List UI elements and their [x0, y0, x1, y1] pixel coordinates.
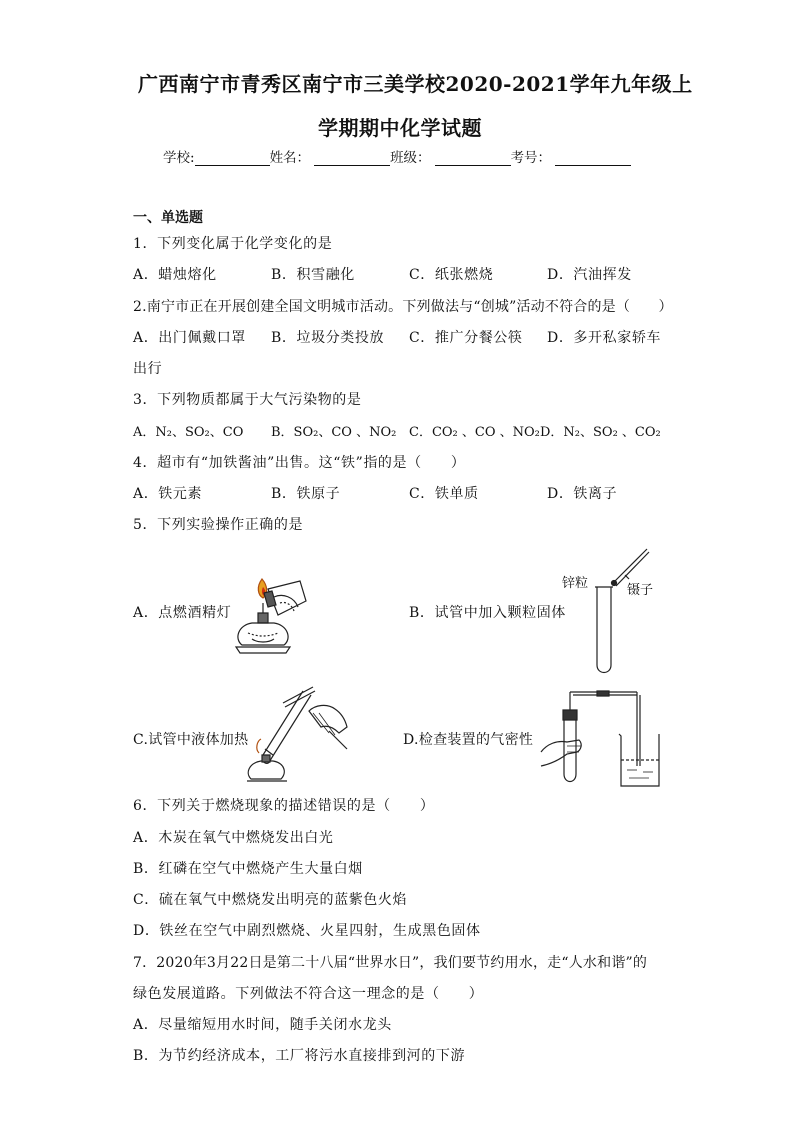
test-tube-adding-solid-illustration	[585, 545, 665, 675]
q3-option-b[interactable]: B．SO₂、CO 、NO₂	[271, 425, 397, 440]
page-title-line2: 学期期中化学试题	[318, 116, 482, 140]
q1-option-d[interactable]: D．汽油挥发	[547, 267, 632, 283]
q2-option-d[interactable]: D．多开私家轿车	[547, 330, 662, 346]
tweezers-label: 镊子	[627, 583, 654, 598]
q2-option-b[interactable]: B．垃圾分类投放	[271, 330, 385, 346]
question-4-stem: 4．超市有“加铁酱油”出售。这“铁”指的是（ ）	[133, 455, 466, 471]
question-1-stem: 1．下列变化属于化学变化的是	[133, 236, 333, 252]
student-info-row	[163, 146, 631, 166]
q3-option-d[interactable]: D．N₂、SO₂ 、CO₂	[540, 425, 661, 440]
q7-option-b[interactable]: B．为节约经济成本，工厂将污水直接排到河的下游	[133, 1048, 466, 1064]
q7-option-a[interactable]: A．尽量缩短用水时间，随手关闭水龙头	[133, 1017, 392, 1033]
q1-option-a[interactable]: A．蜡烛熔化	[133, 267, 217, 283]
airtightness-check-illustration	[537, 688, 667, 798]
question-7-stem-continued: 绿色发展道路。下列做法不符合这一理念的是（ ）	[133, 986, 484, 1002]
question-3-stem: 3．下列物质都属于大气污染物的是	[133, 392, 362, 408]
question-5-stem: 5．下列实验操作正确的是	[133, 517, 304, 533]
page-title-line1: 广西南宁市青秀区南宁市三美学校2020-2021学年九年级上	[138, 72, 693, 96]
question-7-stem: 7．2020年3月22日是第二十八届“世界水日”，我们要节约用水，走“人水和谐”的	[133, 955, 648, 971]
q4-option-d[interactable]: D．铁离子	[547, 486, 618, 502]
section-heading: 一、单选题	[133, 210, 203, 226]
q5-option-b[interactable]: B．试管中加入颗粒固体	[409, 605, 566, 621]
class-label: 班级：	[390, 150, 431, 166]
zinc-label: 锌粒	[562, 576, 589, 591]
q6-option-b[interactable]: B．红磷在空气中燃烧产生大量白烟	[133, 861, 363, 877]
q5-option-d[interactable]: D.检查装置的气密性	[403, 732, 534, 748]
q2-option-d-continued: 出行	[133, 361, 163, 377]
q3-option-a[interactable]: A．N₂、SO₂、CO	[133, 425, 244, 440]
q4-option-a[interactable]: A．铁元素	[133, 486, 203, 502]
question-2-stem: 2.南宁市正在开展创建全国文明城市活动。下列做法与“创城”活动不符合的是（ ）	[133, 299, 673, 315]
q6-option-d[interactable]: D．铁丝在空气中剧烈燃烧、火星四射，生成黑色固体	[133, 923, 481, 939]
q6-option-a[interactable]: A．木炭在氧气中燃烧发出白光	[133, 830, 334, 846]
q5-option-a[interactable]: A．点燃酒精灯	[133, 605, 232, 621]
q1-option-c[interactable]: C．纸张燃烧	[409, 267, 494, 283]
school-field[interactable]	[195, 151, 270, 166]
q2-option-c[interactable]: C．推广分餐公筷	[409, 330, 523, 346]
number-field[interactable]	[555, 151, 631, 166]
name-label: 姓名：	[269, 150, 311, 166]
q3-option-c[interactable]: C．CO₂ 、CO 、NO₂	[409, 425, 540, 440]
q1-option-b[interactable]: B．积雪融化	[271, 267, 355, 283]
name-field[interactable]	[314, 151, 390, 166]
q6-option-c[interactable]: C．硫在氧气中燃烧发出明亮的蓝紫色火焰	[133, 892, 408, 908]
heating-test-tube-illustration	[243, 683, 353, 783]
number-label: 考号：	[510, 150, 552, 166]
q4-option-b[interactable]: B．铁原子	[271, 486, 341, 502]
class-field[interactable]	[435, 151, 511, 166]
alcohol-lamp-lighting-illustration	[228, 567, 308, 662]
school-label: 学校:	[163, 150, 195, 166]
q5-option-c[interactable]: C.试管中液体加热	[133, 732, 249, 748]
question-6-stem: 6．下列关于燃烧现象的描述错误的是（ ）	[133, 798, 435, 814]
q2-option-a[interactable]: A．出门佩戴口罩	[133, 330, 246, 346]
q4-option-c[interactable]: C．铁单质	[409, 486, 479, 502]
